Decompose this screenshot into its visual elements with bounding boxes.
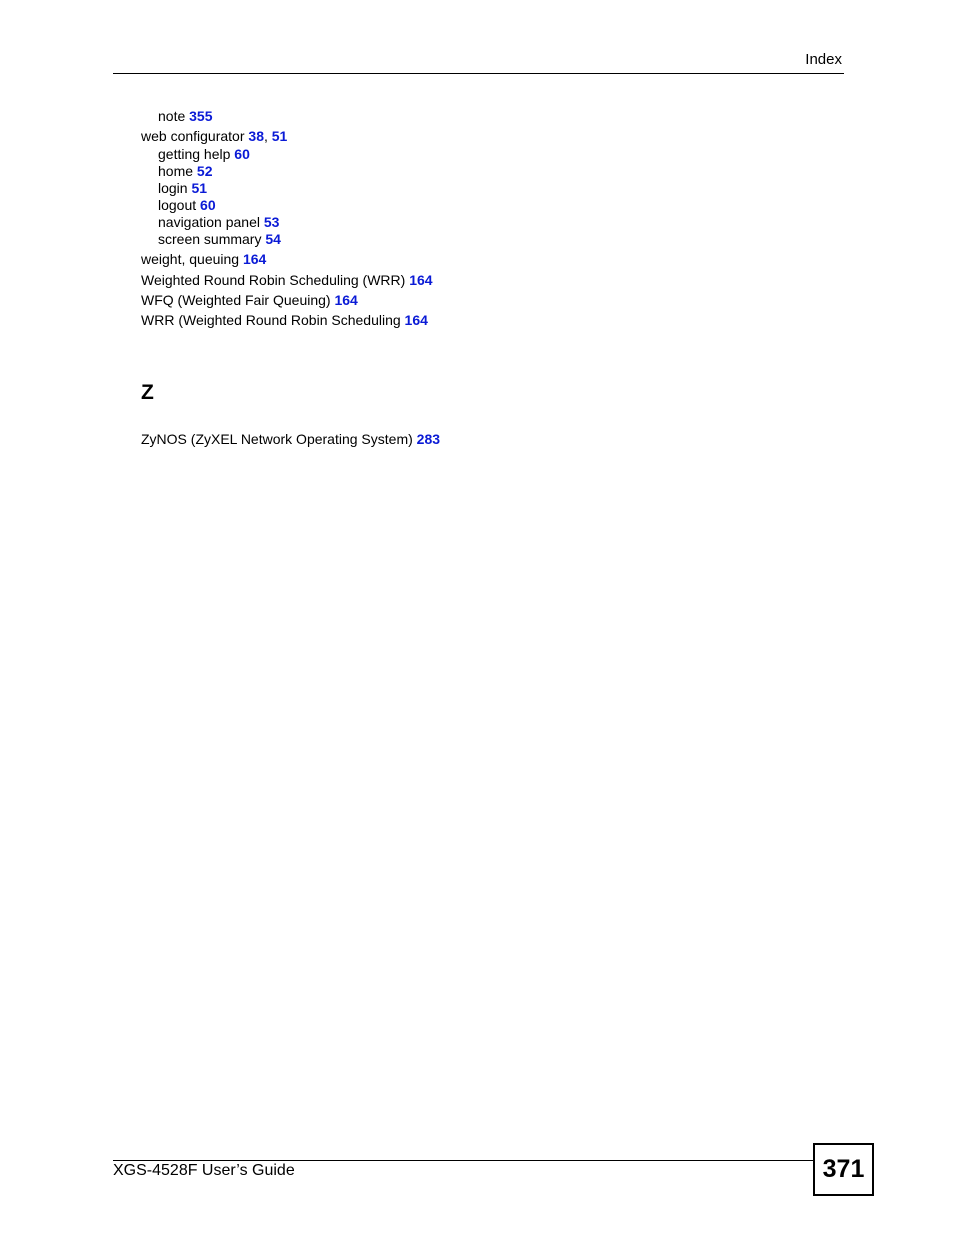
ref-separator: , [263, 128, 272, 144]
entry-label: WFQ (Weighted Fair Queuing) [141, 292, 335, 308]
index-entry-home [158, 163, 213, 180]
page-ref-link[interactable]: 52 [196, 163, 213, 179]
index-entry-logout [158, 197, 216, 214]
page-ref-link[interactable]: 60 [234, 146, 250, 162]
entry-label: screen summary [158, 231, 266, 247]
index-entry-weighted-round-robin [141, 272, 433, 289]
entry-label: ZyNOS (ZyXEL Network Operating System) [141, 431, 417, 447]
page-number-box [813, 1143, 874, 1196]
entry-label: home [158, 163, 197, 179]
index-entry-navigation-panel [158, 214, 279, 231]
index-entry-weight-queuing [141, 251, 266, 268]
footer-guide-title: XGS-4528F User’s Guide [113, 1162, 295, 1179]
entry-label: getting help [158, 146, 235, 162]
entry-label: web configurator [141, 128, 249, 144]
page-ref-link[interactable]: 164 [409, 272, 433, 288]
page-ref-link[interactable]: 53 [263, 214, 280, 230]
page-ref-link[interactable]: 164 [334, 292, 358, 308]
page-ref-link[interactable]: 355 [189, 108, 213, 124]
page-ref-link[interactable]: 51 [271, 128, 288, 144]
index-entry-note [158, 108, 213, 125]
entry-label: note [158, 108, 190, 124]
page-ref-link[interactable]: 38 [248, 128, 264, 144]
page-ref-link[interactable]: 283 [416, 431, 441, 447]
entry-label: Weighted Round Robin Scheduling (WRR) [141, 272, 410, 288]
page-ref-link[interactable]: 164 [242, 251, 267, 267]
index-entry-getting-help [158, 146, 250, 163]
header-rule [113, 73, 844, 74]
entry-label: logout [158, 197, 201, 213]
page-ref-link[interactable]: 51 [191, 180, 208, 196]
entry-label: weight, queuing [141, 251, 243, 267]
index-entry-wfq [141, 292, 358, 309]
entry-label: WRR (Weighted Round Robin Scheduling [141, 312, 405, 328]
page-header-title: Index [805, 51, 842, 68]
entry-label: navigation panel [158, 214, 264, 230]
index-entry-web-configurator [141, 128, 287, 145]
index-entry-zynos [141, 431, 440, 448]
index-entry-login [158, 180, 207, 197]
section-letter-heading: Z [141, 381, 154, 404]
page-number: 371 [822, 1155, 865, 1183]
page-ref-link[interactable]: 164 [404, 312, 428, 328]
page-ref-link[interactable]: 54 [265, 231, 281, 247]
index-entry-wrr [141, 312, 428, 329]
page-ref-link[interactable]: 60 [200, 197, 216, 213]
index-entry-screen-summary [158, 231, 281, 248]
entry-label: login [158, 180, 192, 196]
